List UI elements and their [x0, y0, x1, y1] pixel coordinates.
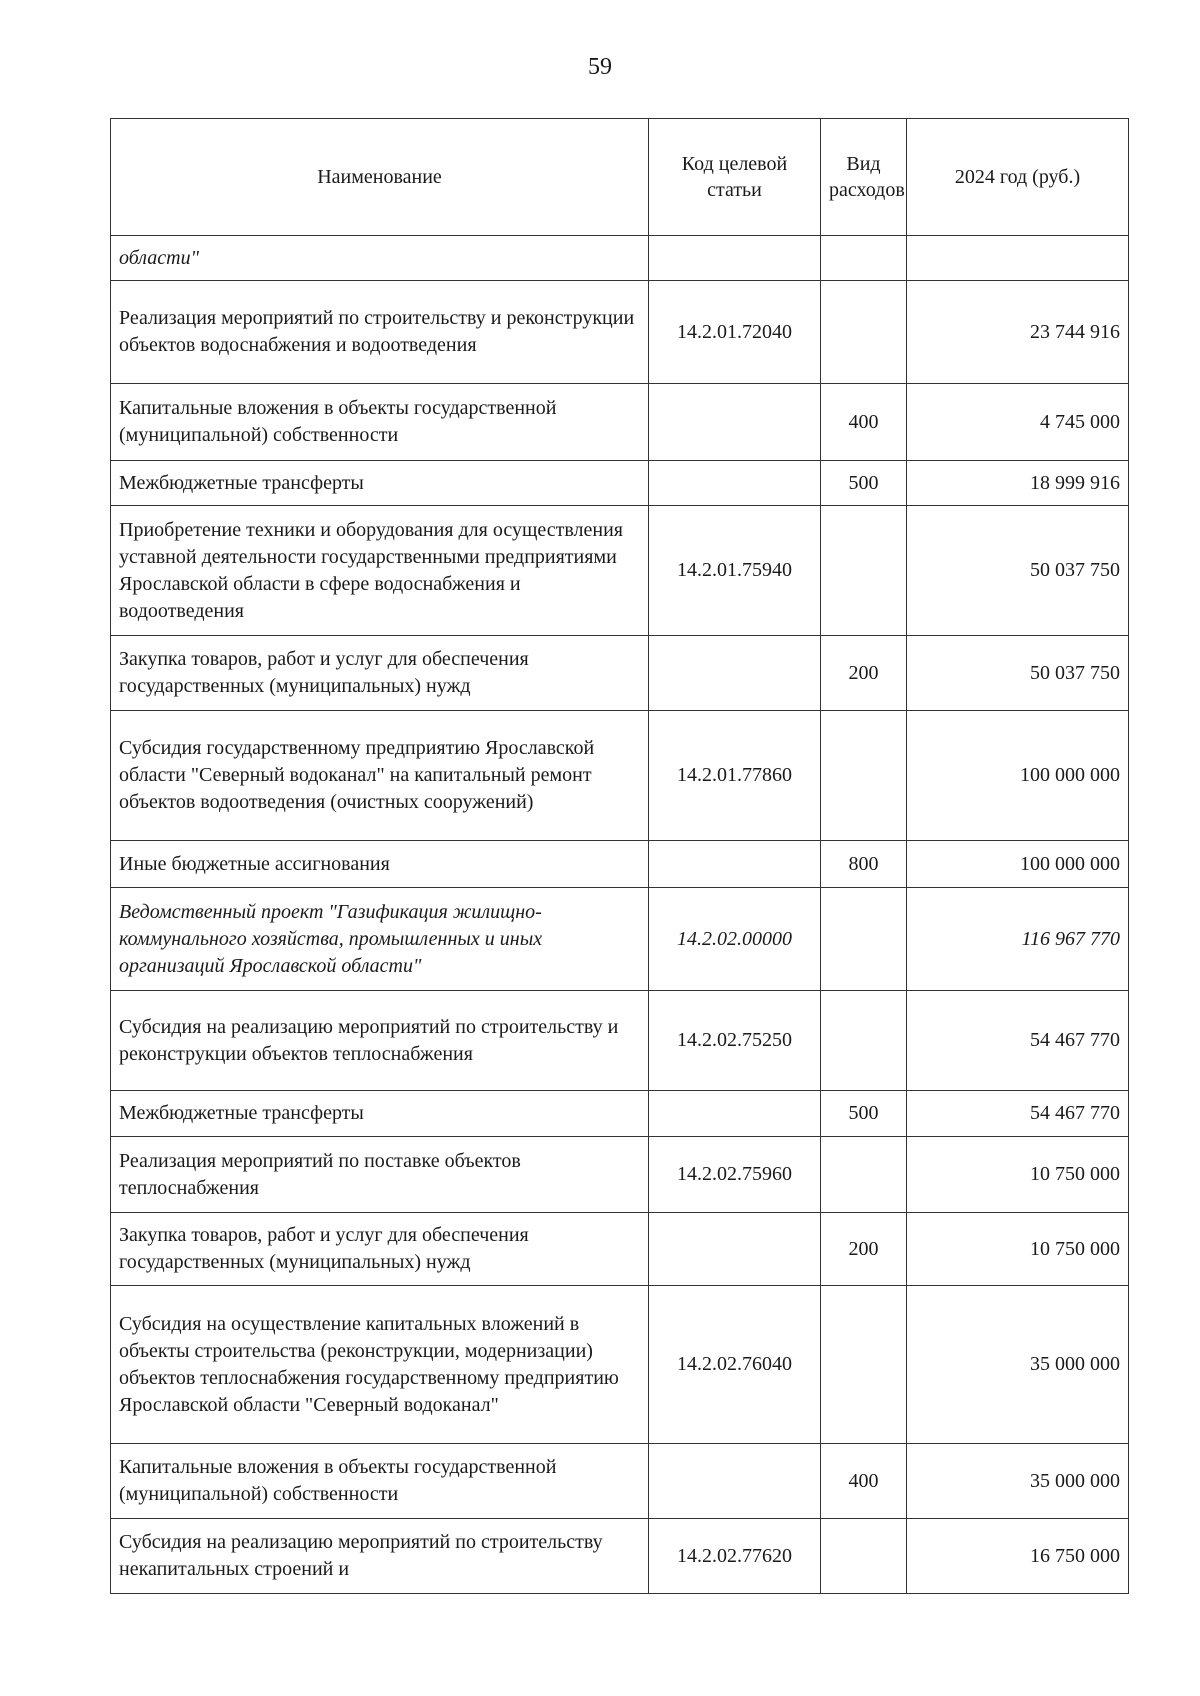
code-cell	[649, 461, 821, 506]
code-cell	[649, 1213, 821, 1286]
name-cell: Субсидия на реализацию мероприятий по строительству и реконструкции объектов теплоснабжения	[111, 991, 649, 1091]
amount-cell: 50 037 750	[907, 506, 1129, 636]
code-cell: 14.2.02.75250	[649, 991, 821, 1091]
table-row	[111, 281, 1129, 384]
name-cell: Реализация мероприятий по поставке объектов теплоснабжения	[111, 1137, 649, 1213]
name-cell: Капитальные вложения в объекты государственной (муниципальной) собственности	[111, 1444, 649, 1519]
amount-cell: 10 750 000	[907, 1137, 1129, 1213]
table-body	[111, 236, 1129, 1594]
name-cell: Субсидия на осуществление капитальных вложений в объекты строительства (реконструкции, модернизации) объектов теплоснабжения государственному предприятию Ярославской области "Северный водоканал"	[111, 1286, 649, 1444]
name-cell: Закупка товаров, работ и услуг для обеспечения государственных (муниципальных) нужд	[111, 636, 649, 711]
amount-cell: 16 750 000	[907, 1519, 1129, 1594]
code-cell	[649, 841, 821, 888]
table-row	[111, 384, 1129, 461]
amount-cell: 23 744 916	[907, 281, 1129, 384]
table-row	[111, 1137, 1129, 1213]
table-row	[111, 1091, 1129, 1137]
type-cell	[821, 991, 907, 1091]
code-cell	[649, 1444, 821, 1519]
name-cell: Межбюджетные трансферты	[111, 1091, 649, 1137]
code-cell: 14.2.02.76040	[649, 1286, 821, 1444]
table-row	[111, 991, 1129, 1091]
type-cell: 500	[821, 461, 907, 506]
code-cell: 14.2.01.72040	[649, 281, 821, 384]
amount-cell: 100 000 000	[907, 841, 1129, 888]
table-row	[111, 841, 1129, 888]
header-code: Код целевой статьи	[649, 119, 821, 236]
type-cell	[821, 281, 907, 384]
header-name: Наименование	[111, 119, 649, 236]
header-amount: 2024 год (руб.)	[907, 119, 1129, 236]
type-cell	[821, 1519, 907, 1594]
table-row	[111, 711, 1129, 841]
code-cell: 14.2.02.75960	[649, 1137, 821, 1213]
amount-cell	[907, 236, 1129, 281]
table-row	[111, 1519, 1129, 1594]
type-cell	[821, 506, 907, 636]
table-row	[111, 1213, 1129, 1286]
code-cell	[649, 236, 821, 281]
type-cell: 500	[821, 1091, 907, 1137]
amount-cell: 35 000 000	[907, 1286, 1129, 1444]
type-cell	[821, 888, 907, 991]
code-cell	[649, 636, 821, 711]
table-header-row	[111, 119, 1129, 236]
table-row	[111, 506, 1129, 636]
name-cell: Приобретение техники и оборудования для осуществления уставной деятельности государственными предприятиями Ярославской области в сфере водоснабжения и водоотведения	[111, 506, 649, 636]
name-cell: Субсидия на реализацию мероприятий по строительству некапитальных строений и	[111, 1519, 649, 1594]
amount-cell: 10 750 000	[907, 1213, 1129, 1286]
name-cell: Межбюджетные трансферты	[111, 461, 649, 506]
amount-cell: 50 037 750	[907, 636, 1129, 711]
code-cell: 14.2.01.75940	[649, 506, 821, 636]
amount-cell: 100 000 000	[907, 711, 1129, 841]
code-cell: 14.2.02.00000	[649, 888, 821, 991]
name-cell: Ведомственный проект "Газификация жилищно-коммунального хозяйства, промышленных и иных организаций Ярославской области"	[111, 888, 649, 991]
name-cell: Закупка товаров, работ и услуг для обеспечения государственных (муниципальных) нужд	[111, 1213, 649, 1286]
type-cell: 400	[821, 1444, 907, 1519]
code-cell	[649, 1091, 821, 1137]
table-row	[111, 1444, 1129, 1519]
table-row	[111, 236, 1129, 281]
name-cell: Капитальные вложения в объекты государственной (муниципальной) собственности	[111, 384, 649, 461]
table-row	[111, 461, 1129, 506]
table-row	[111, 1286, 1129, 1444]
type-cell: 200	[821, 636, 907, 711]
amount-cell: 35 000 000	[907, 1444, 1129, 1519]
budget-table	[110, 118, 1129, 1594]
page-number: 59	[588, 54, 612, 80]
name-cell: области"	[111, 236, 649, 281]
type-cell: 200	[821, 1213, 907, 1286]
amount-cell: 4 745 000	[907, 384, 1129, 461]
type-cell	[821, 1286, 907, 1444]
amount-cell: 18 999 916	[907, 461, 1129, 506]
table-row	[111, 888, 1129, 991]
type-cell: 400	[821, 384, 907, 461]
amount-cell: 116 967 770	[907, 888, 1129, 991]
name-cell: Иные бюджетные ассигнования	[111, 841, 649, 888]
table-row	[111, 636, 1129, 711]
code-cell	[649, 384, 821, 461]
type-cell	[821, 236, 907, 281]
type-cell: 800	[821, 841, 907, 888]
type-cell	[821, 711, 907, 841]
type-cell	[821, 1137, 907, 1213]
name-cell: Субсидия государственному предприятию Ярославской области "Северный водоканал" на капитальный ремонт объектов водоотведения (очистных сооружений)	[111, 711, 649, 841]
code-cell: 14.2.01.77860	[649, 711, 821, 841]
amount-cell: 54 467 770	[907, 991, 1129, 1091]
header-type: Вид расходов	[821, 119, 907, 236]
name-cell: Реализация мероприятий по строительству и реконструкции объектов водоснабжения и водоотведения	[111, 281, 649, 384]
amount-cell: 54 467 770	[907, 1091, 1129, 1137]
code-cell: 14.2.02.77620	[649, 1519, 821, 1594]
